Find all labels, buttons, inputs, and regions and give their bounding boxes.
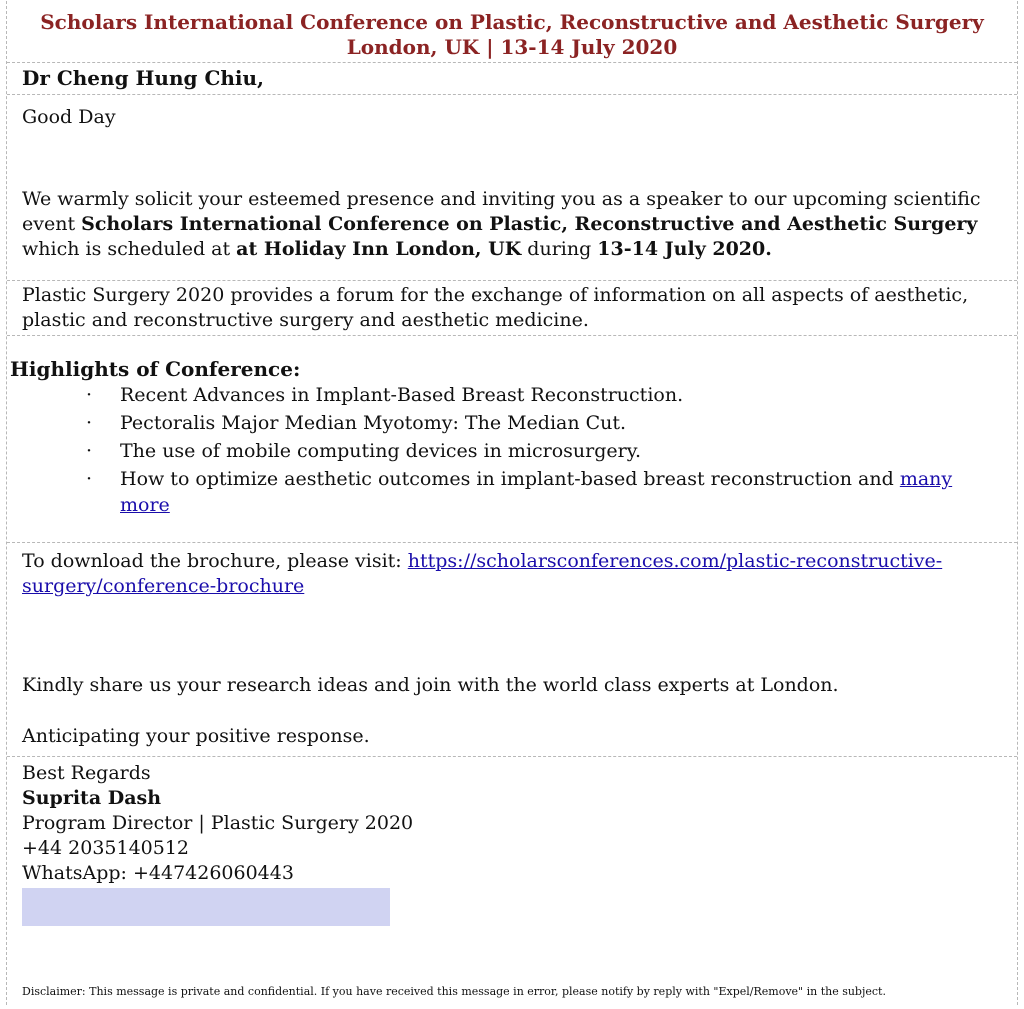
brochure-text: To download the brochure, please visit: (22, 550, 408, 572)
highlights-section (7, 336, 1017, 543)
spacer (22, 599, 1001, 673)
highlights-heading: Highlights of Conference: (10, 357, 301, 381)
invitation-dates: 13-14 July 2020. (597, 238, 772, 260)
brochure-section (7, 543, 1017, 757)
invitation-venue: at Holiday Inn London, UK (236, 238, 522, 260)
invitation-conference-name: Scholars International Conference on Plastic, Reconstructive and Aesthetic Surgery (81, 213, 978, 235)
redacted-block (22, 888, 390, 926)
anticipating-paragraph: Anticipating your positive response. (22, 725, 370, 747)
header-title: Scholars International Conference on Plastic, Reconstructive and Aesthetic Surgery (40, 10, 984, 34)
brochure-link[interactable]: https://scholarsconferences.com/plastic-reconstructive-surgery/conference-brochure (22, 550, 943, 597)
bullet-icon: · (86, 440, 93, 462)
share-paragraph: Kindly share us your research ideas and join with the world class experts at London. (22, 674, 839, 696)
invitation-text-2: which is scheduled at (22, 238, 237, 260)
highlight-text: Pectoralis Major Median Myotomy: The Median Cut. (120, 412, 627, 434)
bullet-icon: · (86, 468, 93, 490)
bullet-icon: · (86, 412, 93, 434)
signature-name: Suprita Dash (22, 787, 162, 809)
brochure-paragraph (22, 549, 1001, 599)
invitation-text-1: We warmly solicit your esteemed presence and inviting you as a speaker to our upcoming scientific event (22, 188, 981, 235)
disclaimer: Disclaimer: This message is private and confidential. If you have received this message in error, please notify by reply with "Expel/Remove" in the subject. (22, 985, 886, 998)
highlight-text: The use of mobile computing devices in microsurgery. (120, 440, 641, 462)
forum-paragraph: Plastic Surgery 2020 provides a forum for the exchange of information on all aspects of aesthetic, plastic and reconstructive surgery and aesthetic medicine. (7, 281, 1017, 336)
salutation: Dr Cheng Hung Chiu, (7, 63, 1017, 95)
spacer (22, 130, 1001, 187)
list-item (10, 438, 1001, 464)
signature-title: Program Director | Plastic Surgery 2020 (22, 812, 414, 834)
list-item (10, 410, 1001, 436)
signature-regards: Best Regards (22, 762, 151, 784)
email-body (6, 1, 1018, 1005)
signature-whatsapp: WhatsApp: +447426060443 (22, 862, 294, 884)
invitation-paragraph (22, 187, 1001, 262)
greeting-block (7, 95, 1017, 281)
signature-block (7, 757, 1017, 991)
conference-header (7, 1, 1017, 63)
invitation-text-3: during (521, 238, 598, 260)
spacer (22, 698, 1001, 724)
highlight-text: How to optimize aesthetic outcomes in implant-based breast reconstruction and (120, 468, 900, 490)
greeting: Good Day (22, 106, 116, 128)
many-more-link[interactable]: many more (120, 468, 953, 516)
bullet-icon: · (86, 384, 93, 406)
header-location-date: London, UK | 13-14 July 2020 (346, 35, 678, 59)
list-item (10, 466, 1001, 518)
list-item (10, 382, 1001, 408)
highlights-list (10, 382, 1001, 518)
highlight-text: Recent Advances in Implant-Based Breast Reconstruction. (120, 384, 684, 406)
signature-phone: +44 2035140512 (22, 837, 190, 859)
